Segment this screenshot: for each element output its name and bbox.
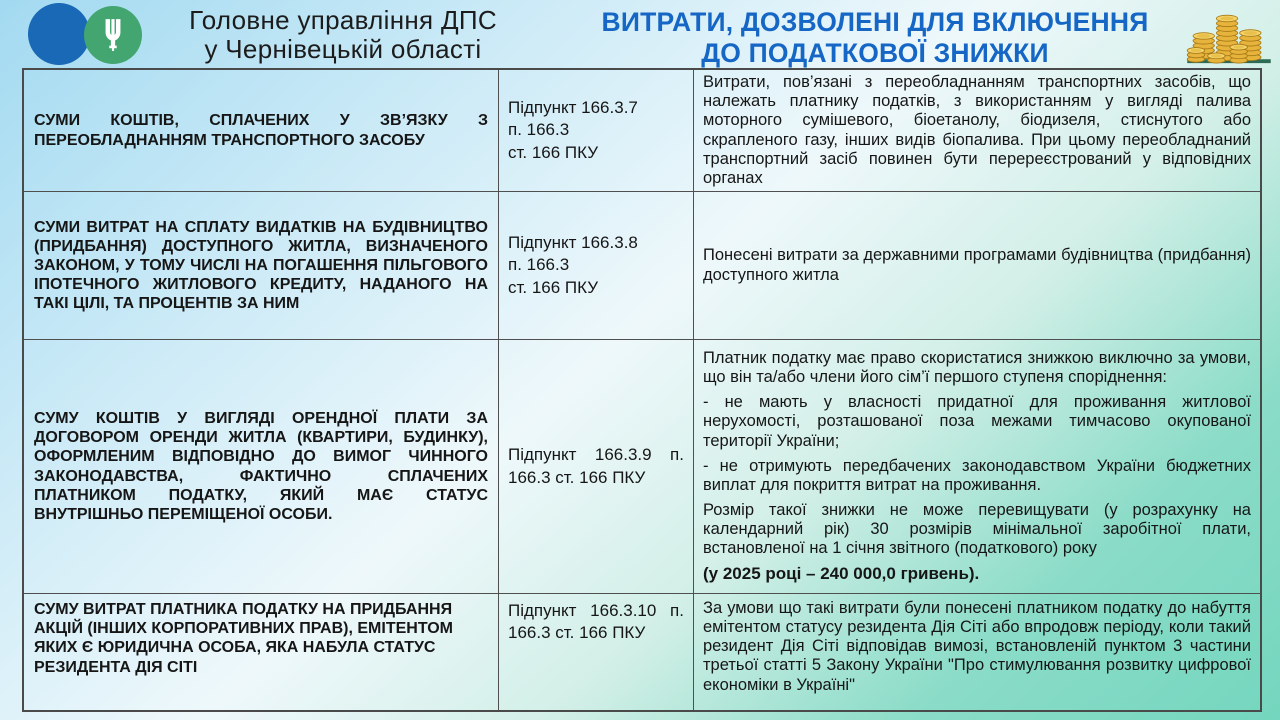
description-cell <box>694 70 1260 192</box>
ukraine-trident-icon <box>84 6 142 64</box>
legal-ref-line: Підпункт 166.3.8 <box>508 233 638 253</box>
legal-ref-cell <box>499 192 694 340</box>
slide-header <box>0 0 1280 68</box>
dps-logo-icon <box>28 3 90 65</box>
legal-ref-line: п. 166.3 <box>508 120 570 140</box>
expense-category-text: СУМИ ВИТРАТ НА СПЛАТУ ВИДАТКІВ НА БУДІВНИЦТВО (ПРИДБАННЯ) ДОСТУПНОГО ЖИТЛА, ВИЗНАЧЕНОГО ЗАКОНОМ, У ТОМУ ЧИСЛІ НА ПОГАШЕННЯ ПІЛЬГОВОГО ІПОТЕЧНОГО ЖИТЛОВОГО КРЕДИТУ, НАДАНОГО НА ТАКІ ЦІЛІ, ТА ПРОЦЕНТІВ ЗА НИМ <box>34 218 488 313</box>
expense-category-cell <box>24 340 499 594</box>
description-text: Витрати, пов’язані з переобладнанням транспортних засобів, що належать платнику податків, з використанням у вигляді палива моторного сумішевого, біоетанолу, біодизеля, стиснутого або скрапленого газу, інших видів біопалива. При цьому переобладнаний транспортний засіб повинен бути перереєстрований у відповідних органах <box>703 73 1251 187</box>
description-cell <box>694 340 1260 594</box>
expense-table <box>22 68 1262 712</box>
expense-category-text: СУМИ КОШТІВ, СПЛАЧЕНИХ У ЗВ’ЯЗКУ З ПЕРЕОБЛАДНАННЯМ ТРАНСПОРТНОГО ЗАСОБУ <box>34 112 488 149</box>
description-cell <box>694 192 1260 340</box>
legal-ref-line: п. 166.3 <box>508 255 570 275</box>
legal-ref-cell <box>499 70 694 192</box>
legal-ref-cell <box>499 340 694 594</box>
description-cell <box>694 594 1260 710</box>
description-paragraph: Розмір такої знижки не може перевищувати (у розрахунку на календарний рік) 30 розмірів мінімальної заробітної плати, встановленої на 1 січня звітного (податкового) року <box>703 500 1251 558</box>
legal-ref-line: ст. 166 ПКУ <box>508 277 599 297</box>
coins-icon <box>1184 1 1274 72</box>
bold-note-2025-limit: (у 2025 році – 240 000,0 гривень). <box>703 564 980 584</box>
description-paragraph: - не отримують передбачених законодавством України бюджетних виплат для покриття витрат на проживання. <box>703 456 1251 494</box>
org-name-line1: Головне управління ДПС <box>189 5 497 35</box>
page-title-line1: ВИТРАТИ, ДОЗВОЛЕНІ ДЛЯ ВКЛЮЧЕННЯ <box>601 7 1149 37</box>
legal-ref-text: Підпункт 166.3.9 п. 166.3 ст. 166 ПКУ <box>508 445 684 487</box>
expense-category-text: СУМУ КОШТІВ У ВИГЛЯДІ ОРЕНДНОЇ ПЛАТИ ЗА ДОГОВОРОМ ОРЕНДИ ЖИТЛА (КВАРТИРИ, БУДИНКУ), ОФОРМЛЕНИМ ВІДПОВІДНО ДО ВИМОГ ЧИННОГО ЗАКОНОДАВСТВА, ФАКТИЧНО СПЛАЧЕНИХ ПЛАТНИКОМ ПОДАТКУ, ЯКИЙ МАЄ СТАТУС ВНУТРІШНЬО ПЕРЕМІЩЕНОЇ ОСОБИ. <box>34 409 488 523</box>
description-text: Понесені витрати за державними програмами будівництва (придбання) доступного житла <box>703 246 1251 284</box>
legal-ref-line: ст. 166 ПКУ <box>508 142 599 162</box>
expense-category-cell <box>24 192 499 340</box>
legal-ref-cell <box>499 594 694 710</box>
description-text: За умови що такі витрати були понесені платником податку до набуття емітентом статусу резидента Дія Сіті або впродовж періоду, коли такий резидент Дія Сіті відповідав вимозі, встановленій пунктом 3 частини третьої статті 5 Закону України "Про стимулювання розвитку цифрової економіки в Україні" <box>703 599 1251 694</box>
legal-ref-line: Підпункт 166.3.7 <box>508 98 638 118</box>
expense-category-cell <box>24 70 499 192</box>
expense-category-text: СУМУ ВИТРАТ ПЛАТНИКА ПОДАТКУ НА ПРИДБАННЯ АКЦІЙ (ІНШИХ КОРПОРАТИВНИХ ПРАВ), ЕМІТЕНТОМ ЯКИХ Є ЮРИДИЧНА ОСОБА, ЯКА НАБУЛА СТАТУС РЕЗИДЕНТА ДІЯ СІТІ <box>34 601 453 676</box>
description-paragraph: - не мають у власності придатної для проживання житлової нерухомості, розташованої поза межами тимчасово окупованої території України; <box>703 393 1251 450</box>
page-title <box>580 7 1170 70</box>
org-name-line2: у Чернівецькій області <box>204 34 482 65</box>
expense-category-cell <box>24 594 499 710</box>
legal-ref-text: Підпункт 166.3.10 п. 166.3 ст. 166 ПКУ <box>508 601 684 643</box>
page-title-line2: ДО ПОДАТКОВОЇ ЗНИЖКИ <box>701 38 1049 69</box>
org-name <box>158 6 528 65</box>
description-paragraph: Платник податку має право скористатися знижкою виключно за умови, що він та/або члени його сім’ї першого ступеня споріднення: <box>703 349 1251 387</box>
